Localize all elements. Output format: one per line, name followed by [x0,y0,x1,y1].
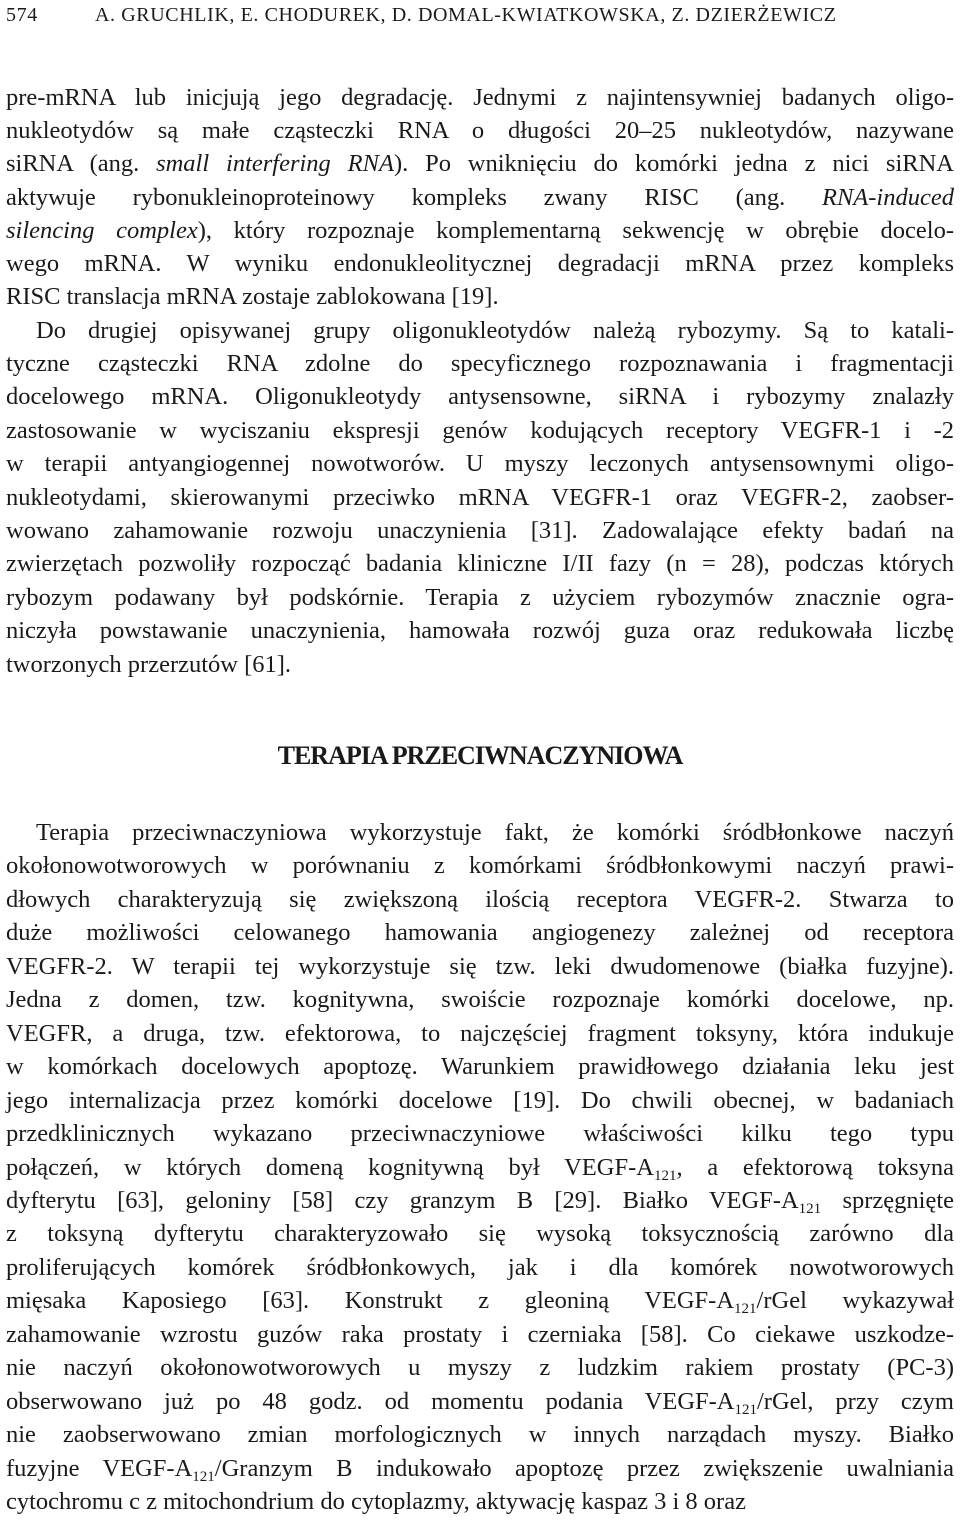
text-line [6,1452,954,1486]
text-span: aktywuje rybonukleinoproteinowy kompleks zwany RISC (ang. [6,183,822,211]
text-span: z toksyną dyfterytu charakteryzowało się wysoką toksycznością zarówno dla [6,1220,954,1248]
text-span: VEGFR-2. W terapii tej wykorzystuje się tzw. leki dwudomenowe (białka fuzyjne). [6,952,954,980]
text-line [6,1485,954,1519]
text-span: okołonowotworowych w porównaniu z komórkami śródbłonkowymi naczyń prawi- [6,852,954,880]
text-span: przedklinicznych wykazano przeciwnaczyniowe właściwości kilku tego typu [6,1120,954,1148]
text-span: rybozym podawany był podskórnie. Terapia z użyciem rybozymów znacznie ogra- [6,583,954,611]
text-span: zastosowanie w wyciszaniu ekspresji genów kodujących receptory VEGFR-1 i -2 [6,416,954,444]
text-span: wowano zahamowanie rozwoju unaczynienia [31]. Zadowalające efekty badań na [6,516,954,544]
subscript: 121 [798,1200,822,1217]
section-heading: TERAPIA PRZECIWNACZYNIOWA [277,741,683,770]
text-line [36,816,954,850]
italic-term: RNA-induced [822,183,954,211]
text-span: /rGel, przy czym [757,1387,954,1415]
text-span: tyczne cząsteczki RNA zdolne do specyficznego rozpoznawania i fragmentacji [6,349,954,377]
text-line [6,1251,954,1285]
page-number: 574 [6,4,38,26]
text-line [6,1318,954,1352]
text-line [6,1284,954,1318]
text-span: sprzęgnięte [821,1186,955,1214]
text-line [6,1385,954,1419]
text-line [6,1084,954,1118]
text-line [6,547,954,581]
text-span: nie zaobserwowano zmian morfologicznych w innych narządach myszy. Białko [6,1421,954,1449]
text-line [6,849,954,883]
text-span: jego internalizacja przez komórki docelowe [19]. Do chwili obecnej, w badaniach [6,1086,954,1114]
text-line [6,81,954,115]
text-line [6,1050,954,1084]
text-span: VEGFR, a druga, tzw. efektorowa, to najczęściej fragment toksyny, która indukuje [6,1019,954,1047]
text-span: proliferujących komórek śródbłonkowych, jak i dla komórek nowotworowych [6,1253,954,1281]
text-span: dłowych charakteryzują się zwiększoną ilością receptora VEGFR-2. Stwarza to [6,885,954,913]
text-span: mięsaka Kaposiego [63]. Konstrukt z gleoniną VEGF-A [6,1287,735,1315]
text-span: /rGel wykazywał [756,1287,955,1315]
text-line [6,1351,954,1385]
text-span: obserwowano już po 48 godz. od momentu podania VEGF-A [6,1387,735,1415]
text-line [6,1151,954,1185]
text-line [6,247,954,281]
text-span: połączeń, w których domeną kognitywną był VEGF-A [6,1153,654,1181]
text-line [6,1418,954,1452]
running-header-authors: A. GRUCHLIK, E. CHODUREK, D. DOMAL-KWIATKOWSKA, Z. DZIERŻEWICZ [95,4,837,26]
text-line [6,648,954,682]
italic-term: small interfering RNA [156,150,394,178]
text-span: w terapii antyangiogennej nowotworów. U myszy leczonych antysensownymi oligo- [6,450,954,478]
text-span: w komórkach docelowych apoptozę. Warunkiem prawidłowego działania leku jest [6,1053,954,1081]
text-line [6,983,954,1017]
text-span: tworzonych przerzutów [61]. [6,650,292,678]
text-line [6,114,954,148]
text-span: /Granzym B indukowało apoptozę przez zwiększenie uwalniania [214,1454,954,1482]
running-header [0,0,960,30]
text-line [6,481,954,515]
text-span: docelowego mRNA. Oligonukleotydy antysensowne, siRNA i rybozymy znalazły [6,383,954,411]
text-line [6,280,954,314]
text-span: , a efektorową toksyna [676,1153,954,1181]
text-span: zwierzętach pozwoliły rozpocząć badania kliniczne I/II fazy (n = 28), podczas których [6,550,954,578]
text-line [6,380,954,414]
text-line [6,514,954,548]
text-line [6,181,954,215]
text-line [6,916,954,950]
text-line [6,1184,954,1218]
subscript: 121 [653,1167,677,1184]
text-span: niczyła powstawanie unaczynienia, hamowała rozwój guza oraz redukowała liczbę [6,617,954,645]
text-line [6,1117,954,1151]
text-span: cytochromu c z mitochondrium do cytoplazmy, aktywację kaspaz 3 i 8 oraz [6,1488,746,1515]
text-line [6,147,954,181]
text-span: RISC translacja mRNA zostaje zablokowana [19]. [6,283,499,311]
text-line [6,214,954,248]
text-line [6,1017,954,1051]
text-span: Terapia przeciwnaczyniowa wykorzystuje fakt, że komórki śródbłonkowe naczyń [36,819,954,846]
text-span: nukleotydów są małe cząsteczki RNA o długości 20–25 nukleotydów, nazywane [6,117,954,145]
text-span: ). Po wniknięciu do komórki jedna z nici siRNA [393,150,954,178]
text-span: nie naczyń okołonowotworowych u myszy z ludzkim rakiem prostaty (PC-3) [6,1354,954,1382]
text-line [6,1217,954,1251]
subscript: 121 [734,1401,757,1418]
text-span: dyfterytu [63], geloniny [58] czy granzym B [29]. Białko VEGF-A [6,1186,799,1214]
text-line [6,347,954,381]
text-span: nukleotydami, skierowanymi przeciwko mRNA VEGFR-1 oraz VEGFR-2, zaobser- [6,483,954,511]
text-span: fuzyjne VEGF-A [6,1454,193,1482]
subscript: 121 [734,1301,757,1318]
text-span: zahamowanie wzrostu guzów raka prostaty i czerniaka [58]. Co ciekawe uszkodze- [6,1320,954,1348]
text-span: ), który rozpoznaje komplementarną sekwencję w obrębie docelo- [197,216,955,244]
text-span: siRNA (ang. [6,150,157,178]
text-line [6,581,954,615]
text-line [6,414,954,448]
text-span: pre-mRNA lub inicjują jego degradację. Jednymi z najintensywniej badanych oligo- [6,84,954,111]
text-line [36,314,954,348]
text-line [6,447,954,481]
italic-term: silencing complex [6,216,198,244]
text-span: Do drugiej opisywanej grupy oligonukleotydów należą rybozymy. Są to katali- [36,316,954,344]
text-line [6,883,954,917]
subscript: 121 [192,1468,215,1485]
text-span: duże możliwości celowanego hamowania angiogenezy zależnej od receptora [6,919,954,947]
text-span: Jedna z domen, tzw. kognitywna, swoiście rozpoznaje komórki docelowe, np. [6,986,954,1014]
text-line [6,614,954,648]
text-line [6,950,954,984]
text-span: wego mRNA. W wyniku endonukleolitycznej degradacji mRNA przez kompleks [6,250,954,277]
